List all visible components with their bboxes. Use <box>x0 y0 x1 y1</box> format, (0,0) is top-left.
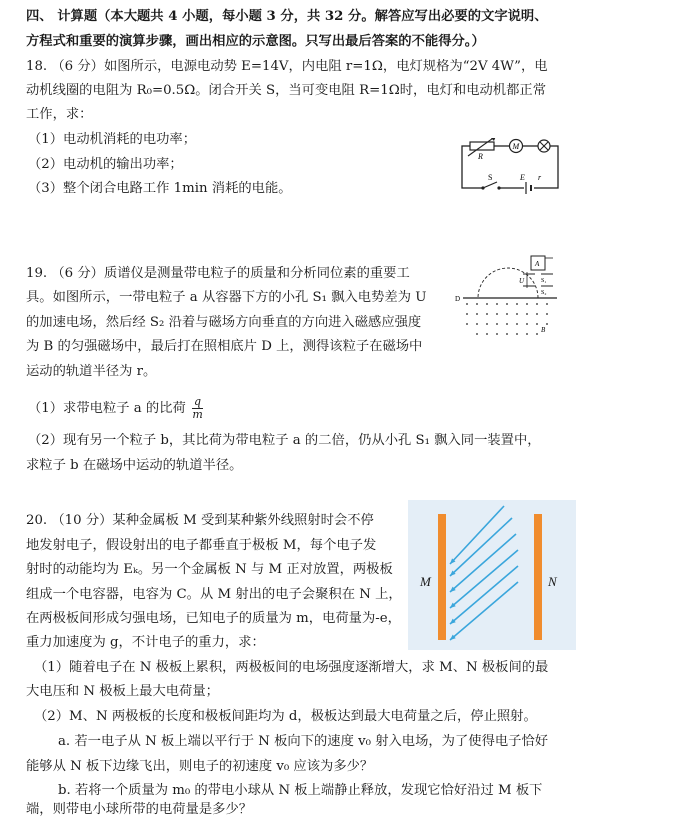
q19-line1: 19. （6 分）质谱仪是测量带电粒子的质量和分析同位素的重要工 <box>26 266 410 281</box>
q20-line6: 重力加速度为 g，不计电子的重力，求： <box>26 635 265 650</box>
q20-part1-line2: 大电压和 N 极板上最大电荷量； <box>26 684 219 699</box>
q20-capacitor-plates-diagram <box>408 500 576 650</box>
plate-N <box>534 514 542 640</box>
q19-part1-text: （1）求带电粒子 a 的比荷 <box>28 401 186 416</box>
internal-resistance-label: r <box>538 173 542 182</box>
q19-part1 <box>28 396 203 421</box>
emf-label: E <box>520 173 525 182</box>
q19-line2: 具。如图所示，一带电粒子 a 从容器下方的小孔 S₁ 飘入电势差为 U <box>26 290 427 305</box>
q20-part2a-line2: 能够从 N 板下边缘飞出，则电子的初速度 v₀ 应该为多少？ <box>26 759 374 774</box>
q20-part2b-line1: b. 若将一个质量为 m₀ 的带电小球从 N 板上端静止释放，发现它恰好沿过 M 板下 <box>58 783 543 798</box>
q20-line3: 射时的动能均为 Eₖ。另一个金属板 N 与 M 正对放置，两极板 <box>26 562 393 577</box>
s1-label: S₁ <box>541 278 547 284</box>
q18-line3: 工作，求： <box>26 107 93 122</box>
q20-line4: 组成一个电容器，电容为 C。从 M 射出的电子会聚积在 N 上， <box>26 587 402 602</box>
field-label: B <box>541 326 546 334</box>
film-label: D <box>455 295 461 303</box>
switch-icon <box>481 182 500 192</box>
section-header-line1: 四、 计算题（本大题共 4 小题，每小题 3 分，共 32 分。解答应写出必要的文字说明、 <box>26 9 548 24</box>
q19-part2-line1: （2）现有另一个粒子 b，其比荷为带电粒子 a 的二倍，仍从小孔 S₁ 飘入同一装置中， <box>28 433 541 448</box>
s2-label: S₂ <box>541 290 547 296</box>
q20-part1-line1: （1）随着电子在 N 极板上累积，两极板间的电场强度逐渐增大，求 M、N 极板间的最 <box>34 660 549 675</box>
q19-line4: 为 B 的匀强磁场中，最后打在照相底片 D 上，测得该粒子在磁场中 <box>26 339 423 354</box>
magnetic-field-dots <box>466 303 548 335</box>
q18-line1: 18. （6 分）如图所示，电源电动势 E=14V，内电阻 r=1Ω，电灯规格为“2V 4W”，电 <box>26 59 548 74</box>
container-label: A <box>535 260 540 268</box>
q19-line3: 的加速电场，然后经 S₂ 沿着与磁场方向垂直的方向进入磁感应强度 <box>26 315 422 330</box>
fraction-denominator: m <box>192 408 203 421</box>
q20-line5: 在两极板间形成匀强电场，已知电子的质量为 m，电荷量为-e， <box>26 611 401 626</box>
switch-label: S <box>488 173 493 182</box>
plate-N-label: N <box>548 574 557 589</box>
q20-line1: 20. （10 分）某种金属板 M 受到某种紫外线照射时会不停 <box>26 513 374 528</box>
battery-icon <box>524 182 534 194</box>
particle-trajectory <box>478 268 538 298</box>
q18-circuit-diagram <box>458 138 566 198</box>
q18-part2: （2）电动机的输出功率； <box>28 157 183 172</box>
plate-M-label: M <box>420 574 431 589</box>
rheostat-label: R <box>478 152 483 161</box>
q19-line5: 运动的轨道半径为 r。 <box>26 364 157 379</box>
plate-M <box>438 514 446 640</box>
q18-line2: 动机线圈的电阻为 R₀=0.5Ω。闭合开关 S，当可变电阻 R=1Ω时，电灯和电动机都正常 <box>26 83 546 98</box>
lamp-icon <box>538 140 550 152</box>
q18-part1: （1）电动机消耗的电功率； <box>28 132 197 147</box>
q19-fraction <box>192 396 203 421</box>
q20-part2b-line2: 端，则带电小球所带的电荷量是多少？ <box>26 802 253 817</box>
q19-mass-spectrometer-diagram <box>453 252 563 342</box>
q19-part2-line2: 求粒子 b 在磁场中运动的轨道半径。 <box>26 458 243 473</box>
motor-label: M <box>512 142 520 151</box>
q20-line2: 地发射电子，假设射出的电子都垂直于极板 M，每个电子发 <box>26 538 377 553</box>
fraction-numerator: q <box>194 395 202 408</box>
voltage-label: U <box>519 277 525 285</box>
q18-part3: （3）整个闭合电路工作 1min 消耗的电能。 <box>28 181 292 196</box>
section-header-line2: 方程式和重要的演算步骤，画出相应的示意图。只写出最后答案的不能得分。） <box>26 34 485 49</box>
q20-part2: （2）M、N 两极板的长度和极板间距均为 d，极板达到最大电荷量之后，停止照射。 <box>34 709 537 724</box>
q20-part2a-line1: a. 若一电子从 N 板上端以平行于 N 板向下的速度 v₀ 射入电场，为了使得电子恰好 <box>58 734 549 749</box>
